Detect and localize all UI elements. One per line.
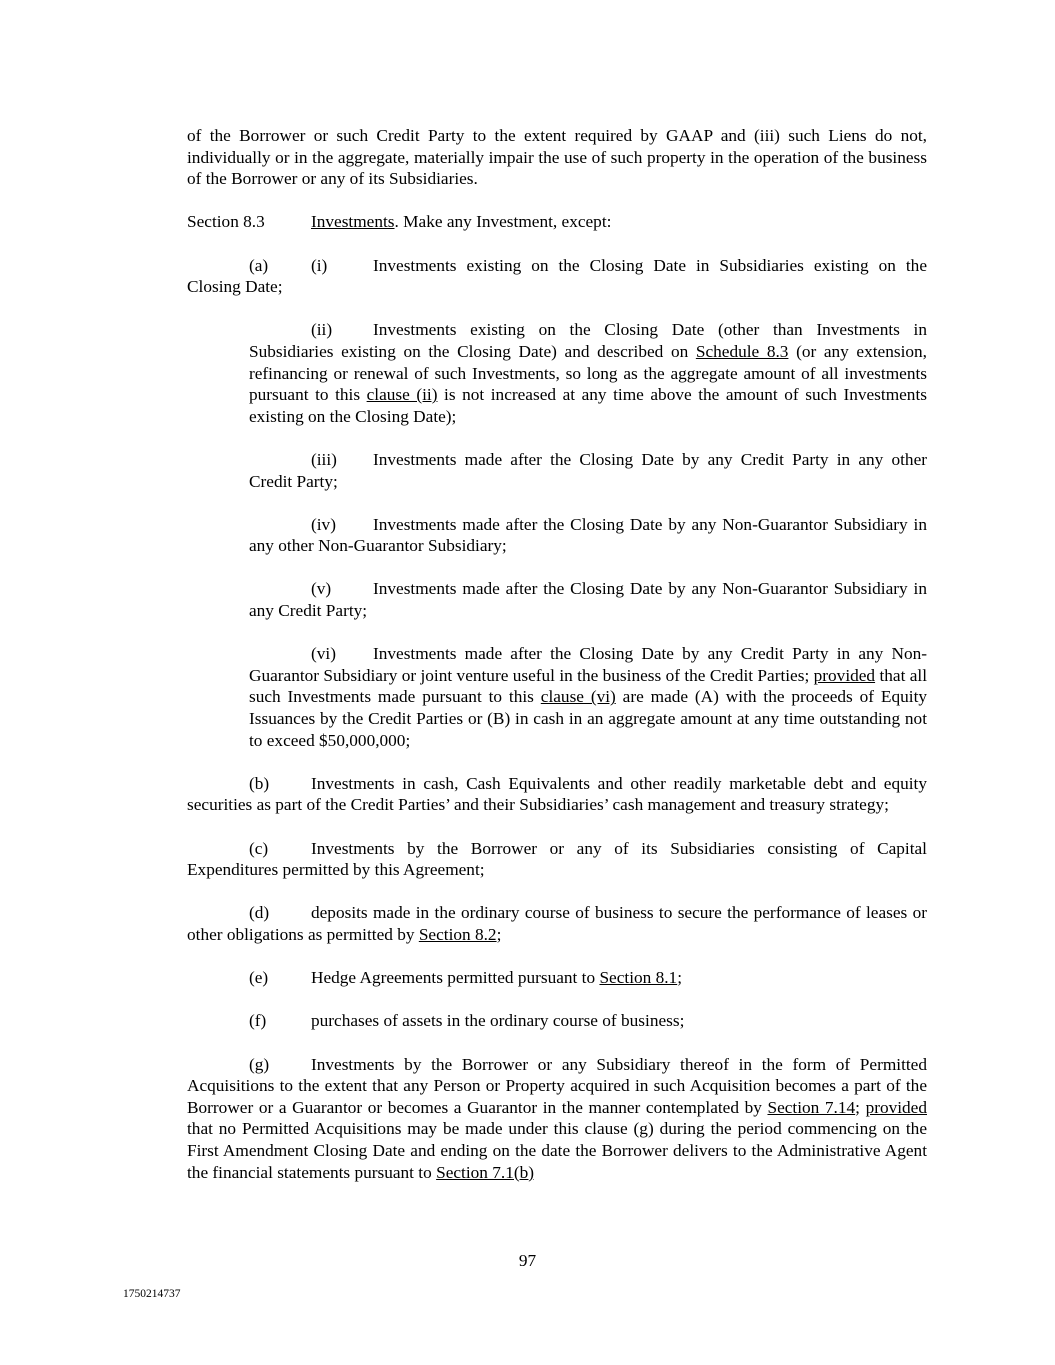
- document-body: [187, 125, 927, 1205]
- clause-ii-text-2: (or any extension, refinancing or renewal of such Investments, so long as the aggregate amount of all investments pursuant to this: [249, 341, 927, 405]
- clause-c-text: Investments by the Borrower or any of its Subsidiaries consisting of Capital Expenditures permitted by this Agreement;: [187, 838, 927, 880]
- clause-c-label: (c): [249, 838, 269, 858]
- clause-i-text: Investments existing on the Closing Date in Subsidiaries existing on the Closing Date;: [187, 255, 927, 297]
- section-lead: . Make any Investment, except:: [394, 212, 612, 232]
- section-heading: [187, 211, 927, 233]
- clause-v-label: (v): [311, 579, 332, 599]
- intro-paragraph: [187, 125, 927, 190]
- provided-term-g: provided: [865, 1097, 927, 1117]
- clause-d: [187, 902, 927, 945]
- clause-f: [187, 1010, 927, 1032]
- clause-g: [187, 1054, 927, 1184]
- clause-vi-text-3: are made (A) with the proceeds of Equity Issuances by the Credit Parties or (B) in cash in an aggregate amount at any time outstanding not to exceed $50,000,000;: [249, 687, 928, 750]
- clause-iii-label: (iii): [311, 449, 337, 469]
- clause-v-text: Investments made after the Closing Date by any Non-Guarantor Subsidiary in any Credit Party;: [249, 579, 927, 621]
- section-number: Section 8.3: [187, 212, 265, 232]
- clause-b-text: Investments in cash, Cash Equivalents and other readily marketable debt and equity securities as part of the Credit Parties’ and their Subsidiaries’ cash management and treasury strategy;: [187, 773, 927, 815]
- clause-ii-ref: clause (ii): [366, 385, 438, 405]
- clause-vi-text-1: Investments made after the Closing Date by any Credit Party in any Non-Guarantor Subsidiary or joint venture useful in the business of the Credit Parties;: [249, 644, 927, 685]
- clause-vi-ref: clause (vi): [540, 687, 616, 707]
- clause-f-label: (f): [249, 1011, 267, 1031]
- clause-g-text-2: ;: [855, 1097, 866, 1117]
- section-7-1b-link: Section 7.1(b): [436, 1162, 534, 1182]
- clause-d-label: (d): [249, 903, 270, 923]
- clause-a-v: [249, 578, 927, 621]
- clause-f-text: purchases of assets in the ordinary course of business;: [311, 1011, 685, 1031]
- clause-b-label: (b): [249, 773, 270, 793]
- page-number: 97: [518, 1251, 537, 1270]
- clause-d-text-1: deposits made in the ordinary course of business to secure the performance of leases or other obligations as permitted by: [187, 903, 927, 944]
- provided-term: provided: [813, 665, 876, 685]
- clause-a-iii: [249, 449, 927, 492]
- clause-iii-text: Investments made after the Closing Date by any Credit Party in any other Credit Party;: [249, 449, 927, 491]
- clause-a-vi: [249, 643, 927, 751]
- clause-vi-label: (vi): [311, 644, 336, 664]
- clause-b: [187, 773, 927, 816]
- clause-e-text-2: ;: [677, 968, 683, 988]
- clause-e: [187, 967, 927, 989]
- clause-a-iv: [249, 514, 927, 557]
- section-title: Investments: [311, 212, 395, 232]
- schedule-8-3-link: Schedule 8.3: [695, 341, 789, 361]
- clause-c: [187, 838, 927, 881]
- section-8-2-link: Section 8.2: [418, 924, 497, 944]
- section-8-1-link: Section 8.1: [599, 968, 678, 988]
- document-id: 1750214737: [123, 1288, 181, 1300]
- clause-g-text-3: that no Permitted Acquisitions may be made under this clause (g) during the period commencing on the First Amendment Closing Date and ending on the date the Borrower delivers to the Administrative Agent the financial statements pursuant to: [187, 1119, 927, 1182]
- clause-iv-label: (iv): [311, 514, 336, 534]
- clause-g-text-1: Investments by the Borrower or any Subsidiary thereof in the form of Permitted Acquisitions to the extent that any Person or Property acquired in such Acquisition becomes a part of the Borrower or a Guarantor or becomes a Guarantor in the manner contemplated by: [187, 1054, 927, 1117]
- clause-a-label: (a): [249, 255, 269, 275]
- clause-g-label: (g): [249, 1054, 270, 1074]
- clause-a-i: [187, 255, 927, 298]
- clause-e-text-1: Hedge Agreements permitted pursuant to: [311, 968, 600, 988]
- clause-vi-text-2: that all such Investments made pursuant to this: [249, 665, 928, 707]
- clause-e-label: (e): [249, 968, 269, 988]
- intro-text: of the Borrower or such Credit Party to the extent required by GAAP and (iii) such Liens do not, individually or in the aggregate, materially impair the use of such property in the operation of the business of the Borrower or any of its Subsidiaries.: [187, 126, 927, 189]
- clause-ii-label: (ii): [311, 320, 333, 340]
- clause-iv-text: Investments made after the Closing Date by any Non-Guarantor Subsidiary in any other Non-Guarantor Subsidiary;: [249, 514, 927, 556]
- clause-a-ii: [249, 319, 927, 427]
- section-7-14-link: Section 7.14: [767, 1097, 856, 1117]
- clause-d-text-2: ;: [496, 924, 502, 944]
- clause-i-label: (i): [311, 255, 328, 275]
- clause-ii-text-3: is not increased at any time above the amount of such Investments existing on the Closing Date);: [249, 385, 927, 426]
- clause-ii-text-1: Investments existing on the Closing Date (other than Investments in Subsidiaries existing on the Closing Date) and described on: [249, 320, 927, 361]
